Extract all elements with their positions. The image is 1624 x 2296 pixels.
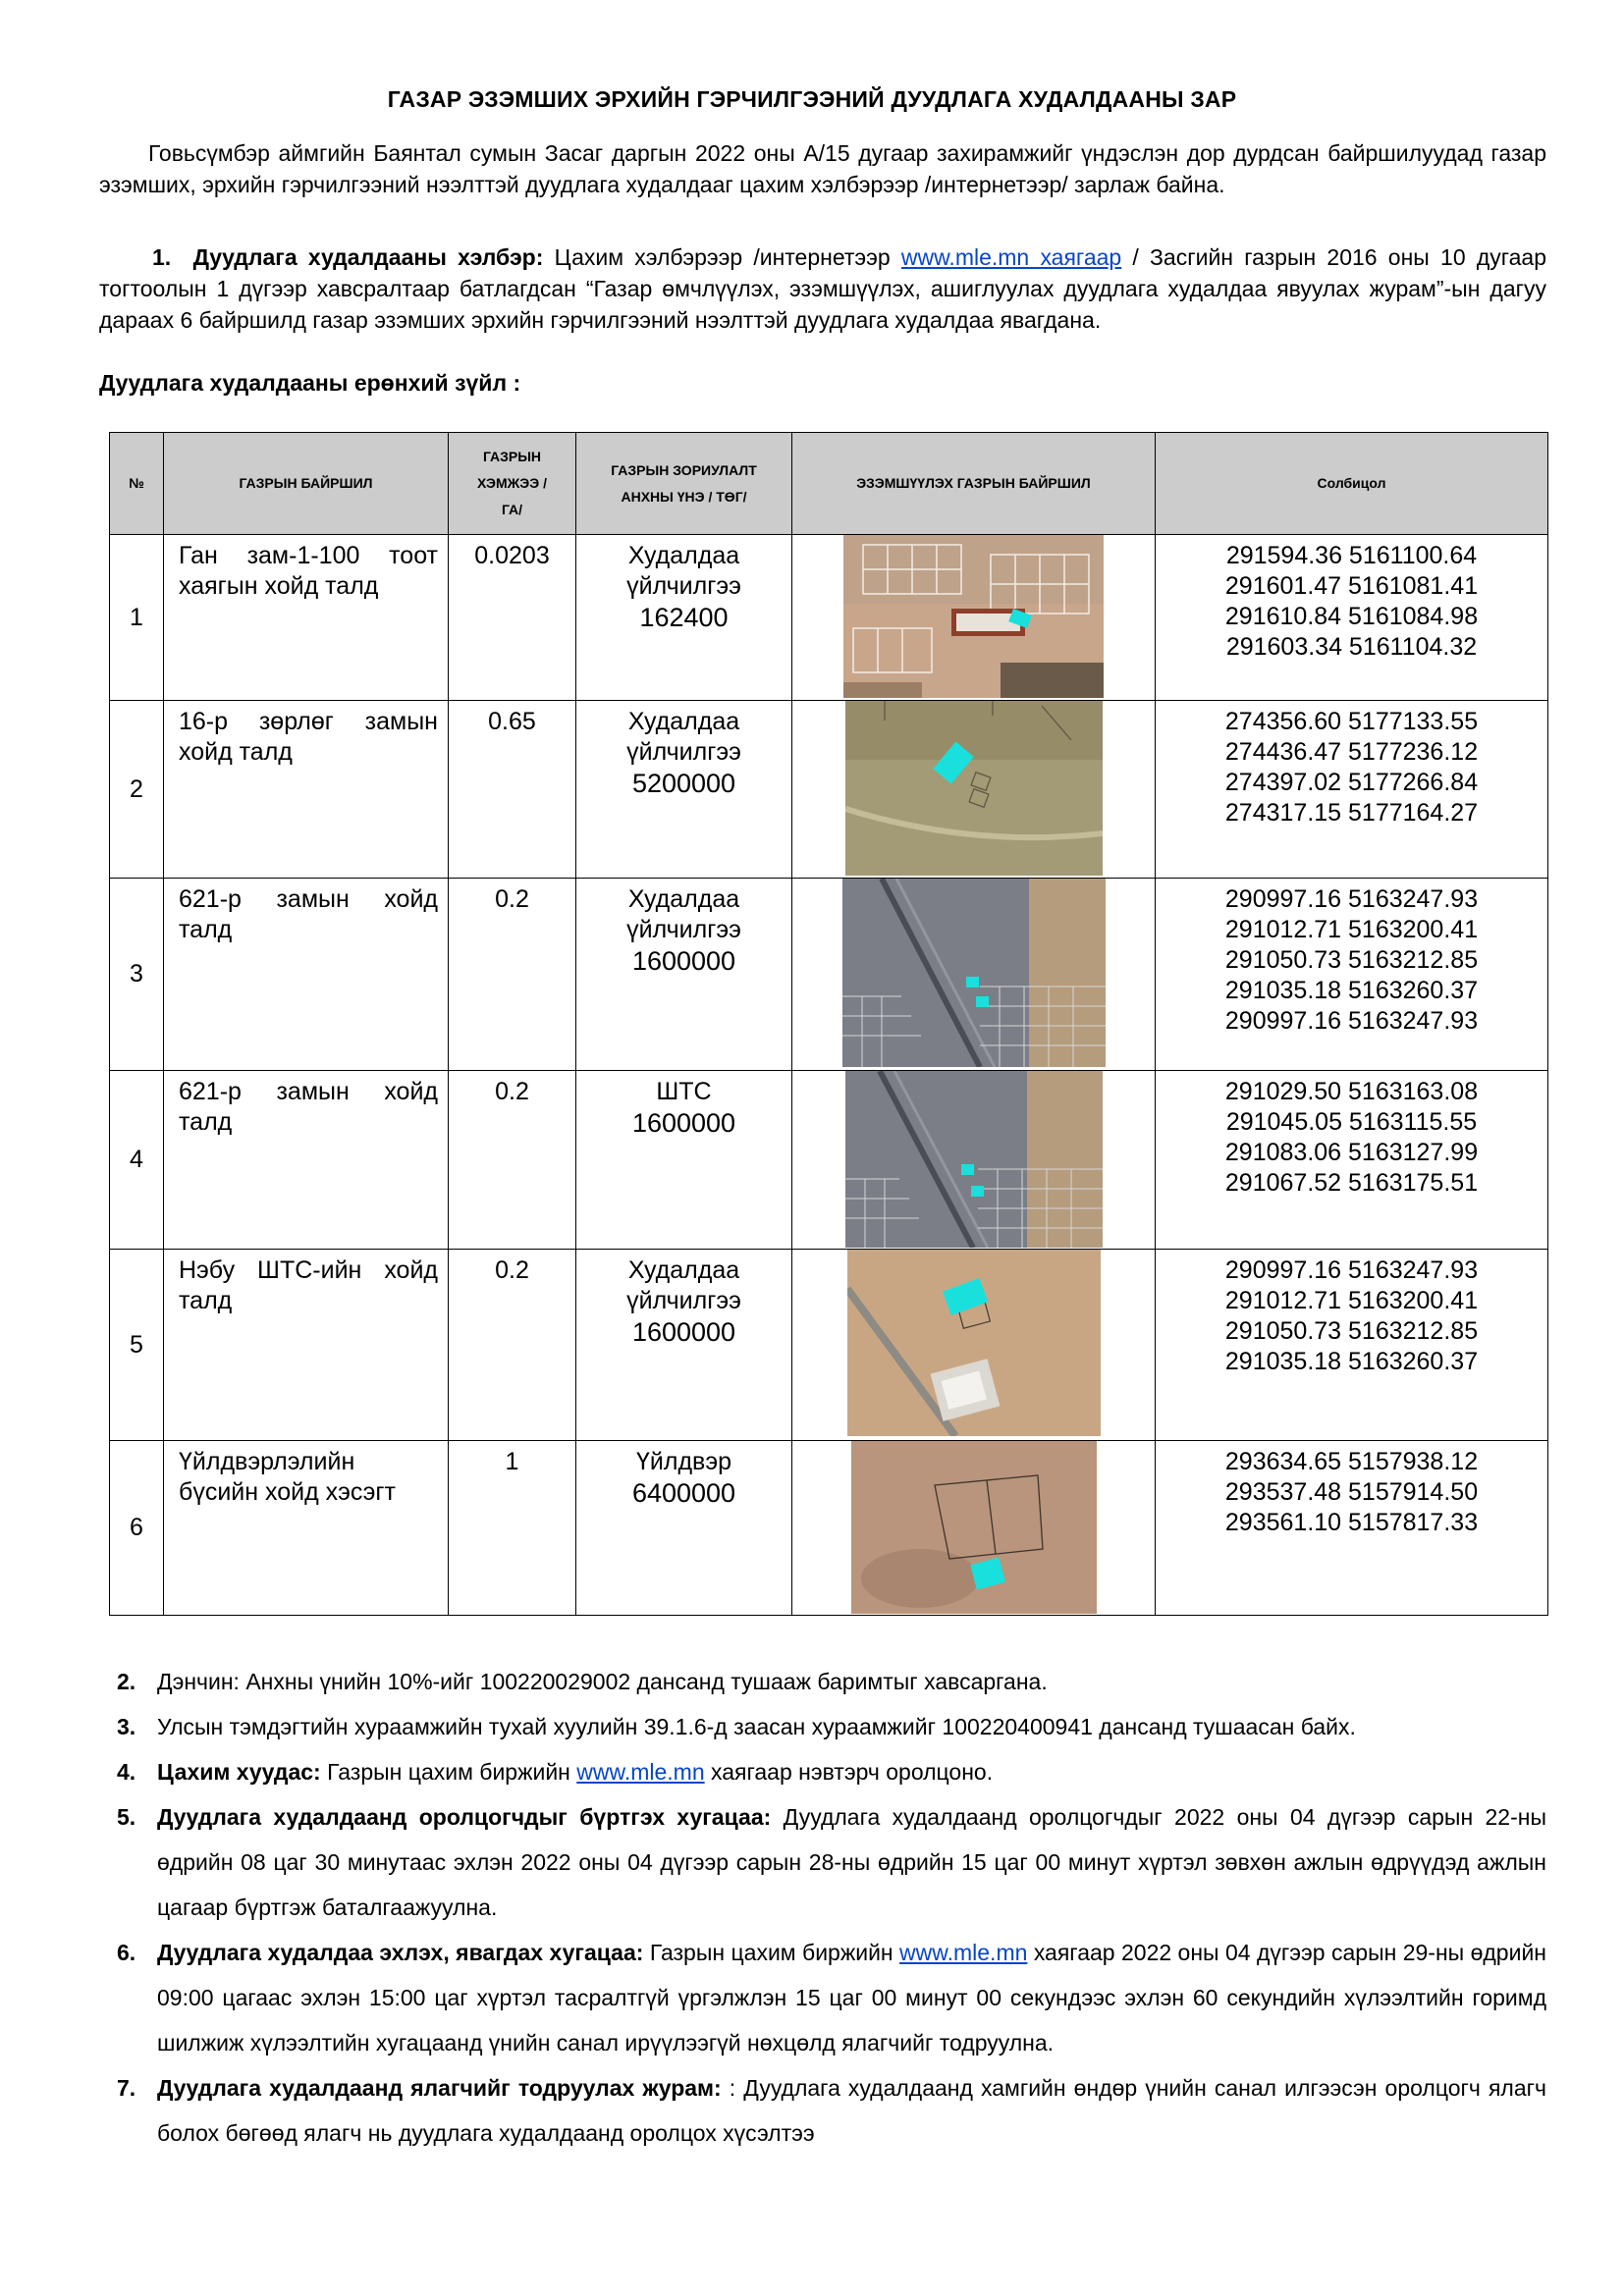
item-number: 2. <box>117 1669 136 1694</box>
header-purpose: ГАЗРЫН ЗОРИУЛАЛТ АНХНЫ ҮНЭ / ТӨГ/ <box>576 433 792 535</box>
purpose-label: Худалдаа үйлчилгээ <box>626 1256 741 1314</box>
section-1-text-before: Цахим хэлбэрээр /интернетээр <box>543 244 901 270</box>
row-coords <box>1156 879 1548 1071</box>
coord-line: 290997.16 5163247.93 <box>1224 1007 1479 1035</box>
section-1-number: 1. <box>152 244 172 270</box>
row-number: 1 <box>110 535 164 701</box>
general-heading: Дуудлага худалдааны ерөнхий зүйл : <box>99 370 521 396</box>
row-purpose <box>576 1250 792 1441</box>
row-location: Үйлдвэрлэлийн бүсийн хойд хэсэгт <box>164 1441 449 1616</box>
table-row <box>110 1250 1548 1441</box>
row-area: 0.2 <box>449 1250 576 1441</box>
row-purpose <box>576 879 792 1071</box>
row-coords <box>1156 1071 1548 1250</box>
item-text: Улсын тэмдэгтийн хураамжийн тухай хуулийн 39.1.6-д заасан хураамжийг 100220400941 дансанд тушаасан байх. <box>157 1714 1356 1739</box>
coord-line: 291067.52 5163175.51 <box>1224 1169 1479 1197</box>
row-purpose <box>576 1441 792 1616</box>
row-purpose <box>576 1071 792 1250</box>
coord-line: 291050.73 5163212.85 <box>1224 1317 1479 1345</box>
row-number: 2 <box>110 701 164 879</box>
table-row <box>110 879 1548 1071</box>
list-item <box>117 1659 1546 1704</box>
auction-table <box>109 432 1548 1616</box>
start-price: 6400000 <box>631 1478 736 1508</box>
mle-link[interactable]: www.mle.mn <box>899 1940 1028 1965</box>
purpose-label: Худалдаа үйлчилгээ <box>626 542 741 600</box>
item-text-after: хаягаар 2022 оны 04 дүгээр сарын 29-ны өдрийн 09:00 цагаас эхлэн 15:00 цаг хүртэл тасралтгүй үргэлжлэн 15 цаг 00 минут 00 секундээс эхлэн 60 секундийн хүлээлтийн горимд шилжиж хүлээлтийн хугацаанд үнийн санал ирүүлээгүй нөхцөлд ялагчийг тодруулна. <box>157 1940 1546 2056</box>
purpose-label: ШТС <box>656 1078 712 1105</box>
header-no: № <box>110 433 164 535</box>
satellite-map-image <box>847 1250 1101 1436</box>
row-location: Нэбу ШТС-ийн хойд талд <box>164 1250 449 1441</box>
row-purpose <box>576 701 792 879</box>
list-item <box>117 1704 1546 1749</box>
section-1-text-after: / Засгийн газрын 2016 оны 10 дугаар тогтоолын 1 дүгээр хавсралтаар батлагдсан “Газар өмчлүүлэх, эзэмшүүлэх, ашиглуулах дуудлага худалдаа явуулах журам”-ын дагуу дараах 6 байршилд газар эзэмших эрхийн гэрчилгээний нээлттэй дуудлага худалдаа явагдана. <box>99 244 1547 333</box>
intro-paragraph <box>99 137 1546 200</box>
item-number: 7. <box>117 2075 136 2101</box>
start-price: 1600000 <box>631 1317 736 1347</box>
row-coords <box>1156 701 1548 879</box>
row-area: 0.65 <box>449 701 576 879</box>
item-number: 5. <box>117 1804 136 1830</box>
table-header-row <box>110 433 1548 535</box>
table-row <box>110 701 1548 879</box>
mle-link[interactable]: www.mle.mn <box>576 1759 705 1785</box>
satellite-map-image <box>845 701 1103 876</box>
item-heading: Дуудлага худалдаанд оролцогчдыг бүртгэх хугацаа: <box>157 1804 772 1830</box>
coord-line: 291029.50 5163163.08 <box>1224 1078 1479 1105</box>
row-area: 1 <box>449 1441 576 1616</box>
row-coords <box>1156 1250 1548 1441</box>
coord-line: 291610.84 5161084.98 <box>1224 603 1479 630</box>
row-map <box>792 1250 1156 1441</box>
coord-line: 291601.47 5161081.41 <box>1224 572 1479 600</box>
coord-line: 291045.05 5163115.55 <box>1225 1108 1478 1136</box>
coord-line: 293561.10 5157817.33 <box>1224 1509 1479 1536</box>
page-title: ГАЗАР ЭЗЭМШИХ ЭРХИЙН ГЭРЧИЛГЭЭНИЙ ДУУДЛАГА ХУДАЛДААНЫ ЗАР <box>387 86 1237 112</box>
row-map <box>792 1071 1156 1250</box>
row-location: 16-р зөрлөг замын хойд талд <box>164 701 449 879</box>
item-text-before: Газрын цахим биржийн <box>643 1940 900 1965</box>
item-text: Дуудлага худалдаанд оролцогчдыг 2022 оны 04 дүгээр сарын 22-ны өдрийн 08 цаг 30 минутаас эхлэн 2022 оны 04 дүгээр сарын 28-ны өдрийн 15 цаг 00 минут хүртэл зөвхөн ажлын өдрүүдэд ажлын цагаар бүртгэж баталгаажуулна. <box>157 1804 1546 1920</box>
item-heading: Цахим хуудас: <box>157 1759 321 1785</box>
coord-line: 291603.34 5161104.32 <box>1225 633 1478 661</box>
row-map <box>792 701 1156 879</box>
row-number: 6 <box>110 1441 164 1616</box>
item-text-before: Газрын цахим биржийн <box>320 1759 577 1785</box>
satellite-map-image <box>845 1071 1103 1248</box>
section-1-heading: Дуудлага худалдааны хэлбэр: <box>192 244 544 270</box>
coord-line: 274397.02 5177266.84 <box>1224 769 1479 796</box>
row-map <box>792 879 1156 1071</box>
purpose-label: Худалдаа үйлчилгээ <box>626 708 741 766</box>
row-location: Ган зам-1-100 тоот хаягын хойд талд <box>164 535 449 701</box>
conditions-list <box>117 1659 1547 2156</box>
item-text-after: хаягаар нэвтэрч оролцоно. <box>704 1759 994 1785</box>
header-area: ГАЗРЫН ХЭМЖЭЭ /ГА/ <box>449 433 576 535</box>
satellite-map-image <box>842 879 1106 1067</box>
item-number: 4. <box>117 1759 136 1785</box>
coord-line: 293537.48 5157914.50 <box>1224 1478 1479 1506</box>
row-area: 0.2 <box>449 879 576 1071</box>
intro-text: Говьсүмбэр аймгийн Баянтал сумын Засаг даргын 2022 оны А/15 дугаар захирамжийг үндэслэн дор дурдсан байршилуудад газар эзэмших, эрхийн гэрчилгээний нээлттэй дуудлага худалдааг цахим хэлбэрээр /интернетээр/ зарлаж байна. <box>99 140 1546 197</box>
header-location: ГАЗРЫН БАЙРШИЛ <box>164 433 449 535</box>
purpose-label: Худалдаа үйлчилгээ <box>626 885 741 943</box>
coord-line: 291012.71 5163200.41 <box>1224 916 1479 943</box>
section-1-paragraph <box>99 241 1546 336</box>
coord-line: 291594.36 5161100.64 <box>1225 542 1478 569</box>
coord-line: 291035.18 5163260.37 <box>1224 1348 1479 1375</box>
row-area: 0.2 <box>449 1071 576 1250</box>
coord-line: 293634.65 5157938.12 <box>1224 1448 1479 1475</box>
table-row <box>110 535 1548 701</box>
coord-line: 291050.73 5163212.85 <box>1224 946 1479 974</box>
coord-line: 290997.16 5163247.93 <box>1224 1256 1479 1284</box>
purpose-label: Үйлдвэр <box>636 1448 731 1475</box>
row-map <box>792 1441 1156 1616</box>
satellite-map-image <box>843 535 1104 698</box>
list-item <box>117 1794 1546 1930</box>
coord-line: 274356.60 5177133.55 <box>1224 708 1479 735</box>
coord-line: 291083.06 5163127.99 <box>1224 1139 1479 1166</box>
item-heading: Дуудлага худалдаанд ялагчийг тодруулах журам: <box>157 2075 722 2101</box>
coord-line: 291012.71 5163200.41 <box>1224 1287 1479 1314</box>
header-coords: Солбицол <box>1156 433 1548 535</box>
coord-line: 274436.47 5177236.12 <box>1224 738 1479 766</box>
coord-line: 290997.16 5163247.93 <box>1224 885 1479 913</box>
table-row <box>110 1441 1548 1616</box>
item-text: Дэнчин: Анхны үнийн 10%-ийг 100220029002 дансанд тушааж баримтыг хавсаргана. <box>157 1669 1048 1694</box>
start-price: 5200000 <box>631 769 736 798</box>
start-price: 1600000 <box>631 1108 736 1138</box>
mle-link[interactable]: www.mle.mn хаягаар <box>900 244 1122 270</box>
list-item <box>117 2065 1547 2156</box>
row-number: 3 <box>110 879 164 1071</box>
row-coords <box>1156 1441 1548 1616</box>
row-purpose <box>576 535 792 701</box>
row-map <box>792 535 1156 701</box>
row-area: 0.0203 <box>449 535 576 701</box>
row-number: 5 <box>110 1250 164 1441</box>
table-row <box>110 1071 1548 1250</box>
start-price: 162400 <box>639 603 729 632</box>
coord-line: 291035.18 5163260.37 <box>1224 977 1479 1004</box>
row-number: 4 <box>110 1071 164 1250</box>
row-location: 621-р замын хойд талд <box>164 879 449 1071</box>
list-item <box>117 1749 1546 1794</box>
item-text: : Дуудлага худалдаанд хамгийн өндөр үнийн санал илгээсэн оролцогч ялагч болох бөгөөд ялагч нь дуудлага худалдаанд оролцох хүсэлтээ <box>157 2075 1547 2146</box>
list-item <box>117 1930 1546 2065</box>
row-location: 621-р замын хойд талд <box>164 1071 449 1250</box>
start-price: 1600000 <box>631 946 736 976</box>
item-number: 6. <box>117 1940 136 1965</box>
coord-line: 274317.15 5177164.27 <box>1224 799 1479 827</box>
row-coords <box>1156 535 1548 701</box>
satellite-map-image <box>851 1441 1097 1614</box>
item-number: 3. <box>117 1714 136 1739</box>
item-heading: Дуудлага худалдаа эхлэх, явагдах хугацаа: <box>157 1940 644 1965</box>
header-map: ЭЗЭМШҮҮЛЭХ ГАЗРЫН БАЙРШИЛ <box>792 433 1156 535</box>
